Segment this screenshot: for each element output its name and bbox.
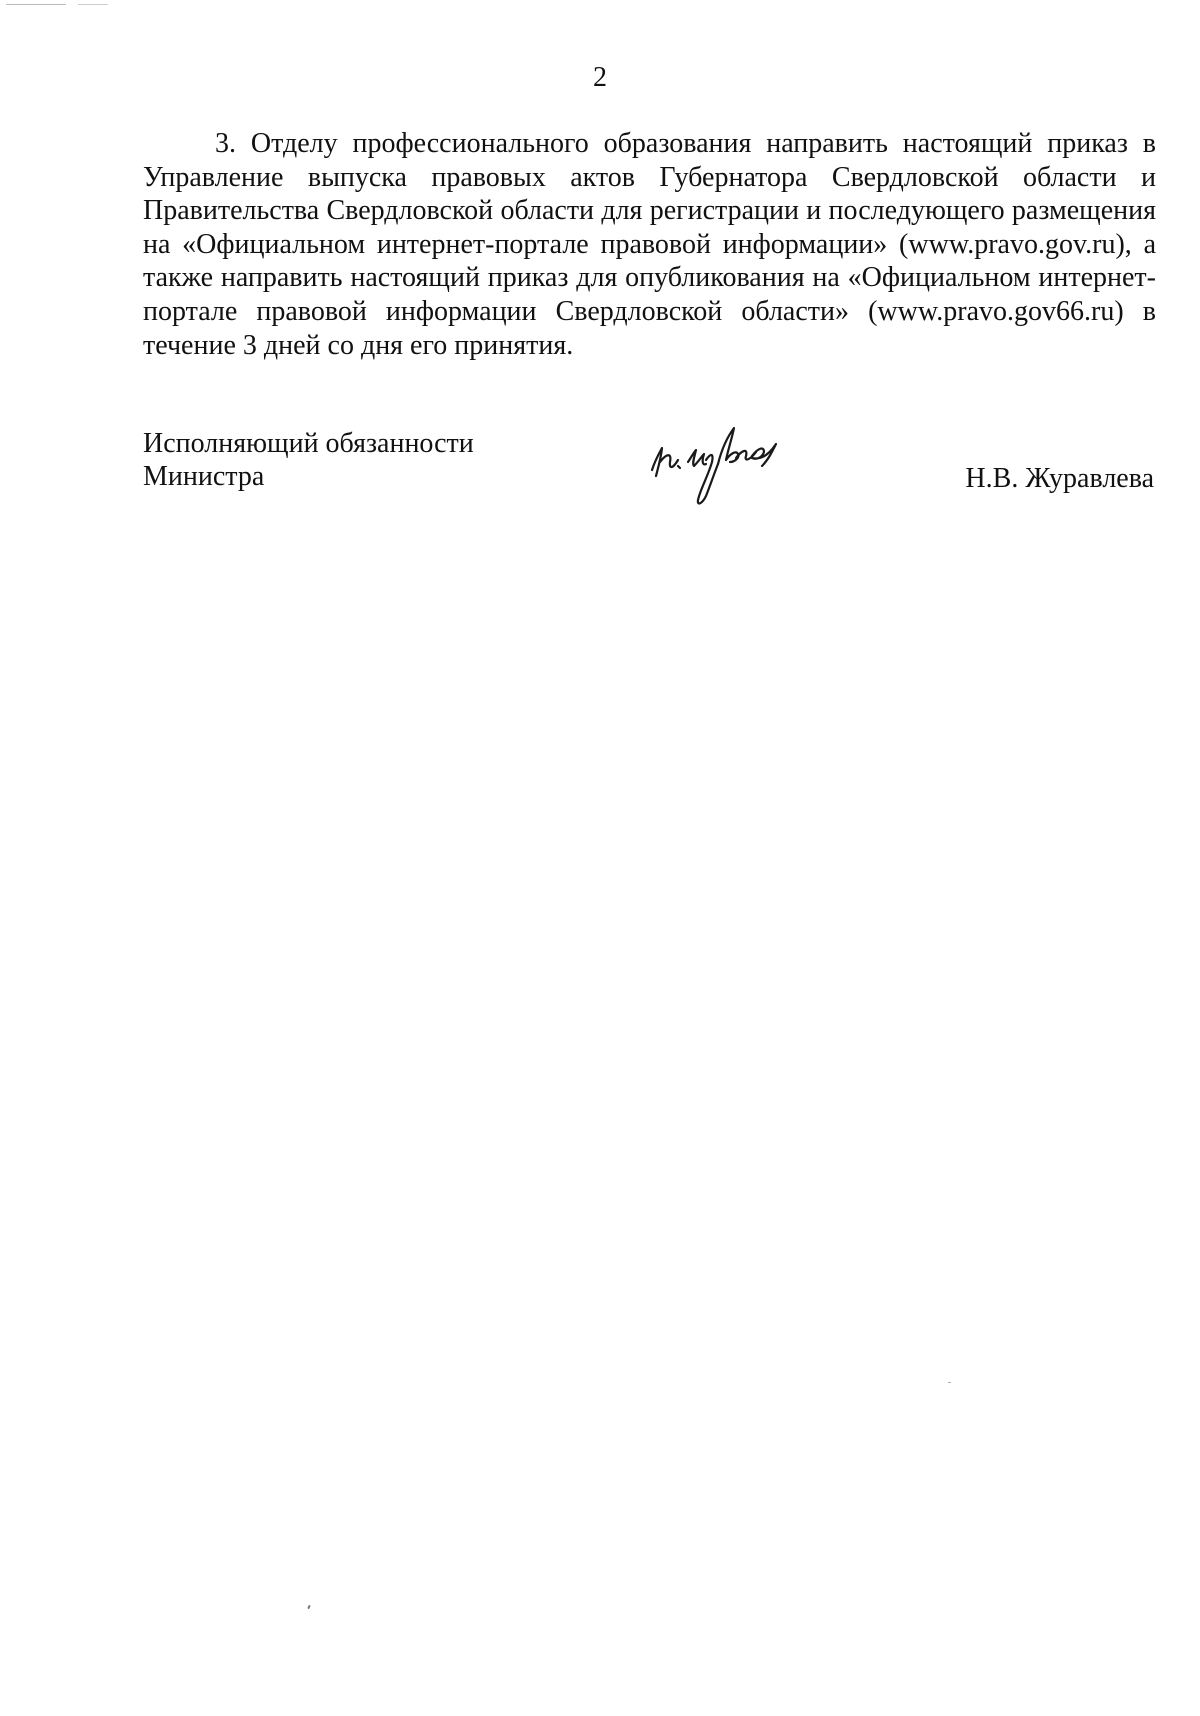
scan-artifact <box>307 1605 311 1609</box>
scan-artifact <box>78 4 108 5</box>
paragraph-3: 3. Отделу профессионального образования направить настоящий приказ в Управление выпуска правовых актов Губернатора Свердловской области и Правительства Свердловской области для регистрации и последующего размещения на «Официальном интернет-портале правовой информации» (www.pravo.gov.ru), а также направить настоящий приказ для опубликования на «Официальном интернет-портале правовой информации Свердловской области» (www.pravo.gov66.ru) в течение 3 дней со дня его принятия. <box>143 128 1156 361</box>
signatory-title <box>143 427 474 493</box>
signatory-title-line-2: Министра <box>143 461 265 492</box>
handwritten-signature <box>648 418 798 518</box>
signatory-title-line-1: Исполняющий обязанности <box>143 428 474 459</box>
scan-artifact <box>948 1382 951 1383</box>
page-number: 2 <box>593 62 607 93</box>
scan-artifact <box>6 4 66 5</box>
signatory-name: Н.В. Журавлева <box>965 463 1154 494</box>
